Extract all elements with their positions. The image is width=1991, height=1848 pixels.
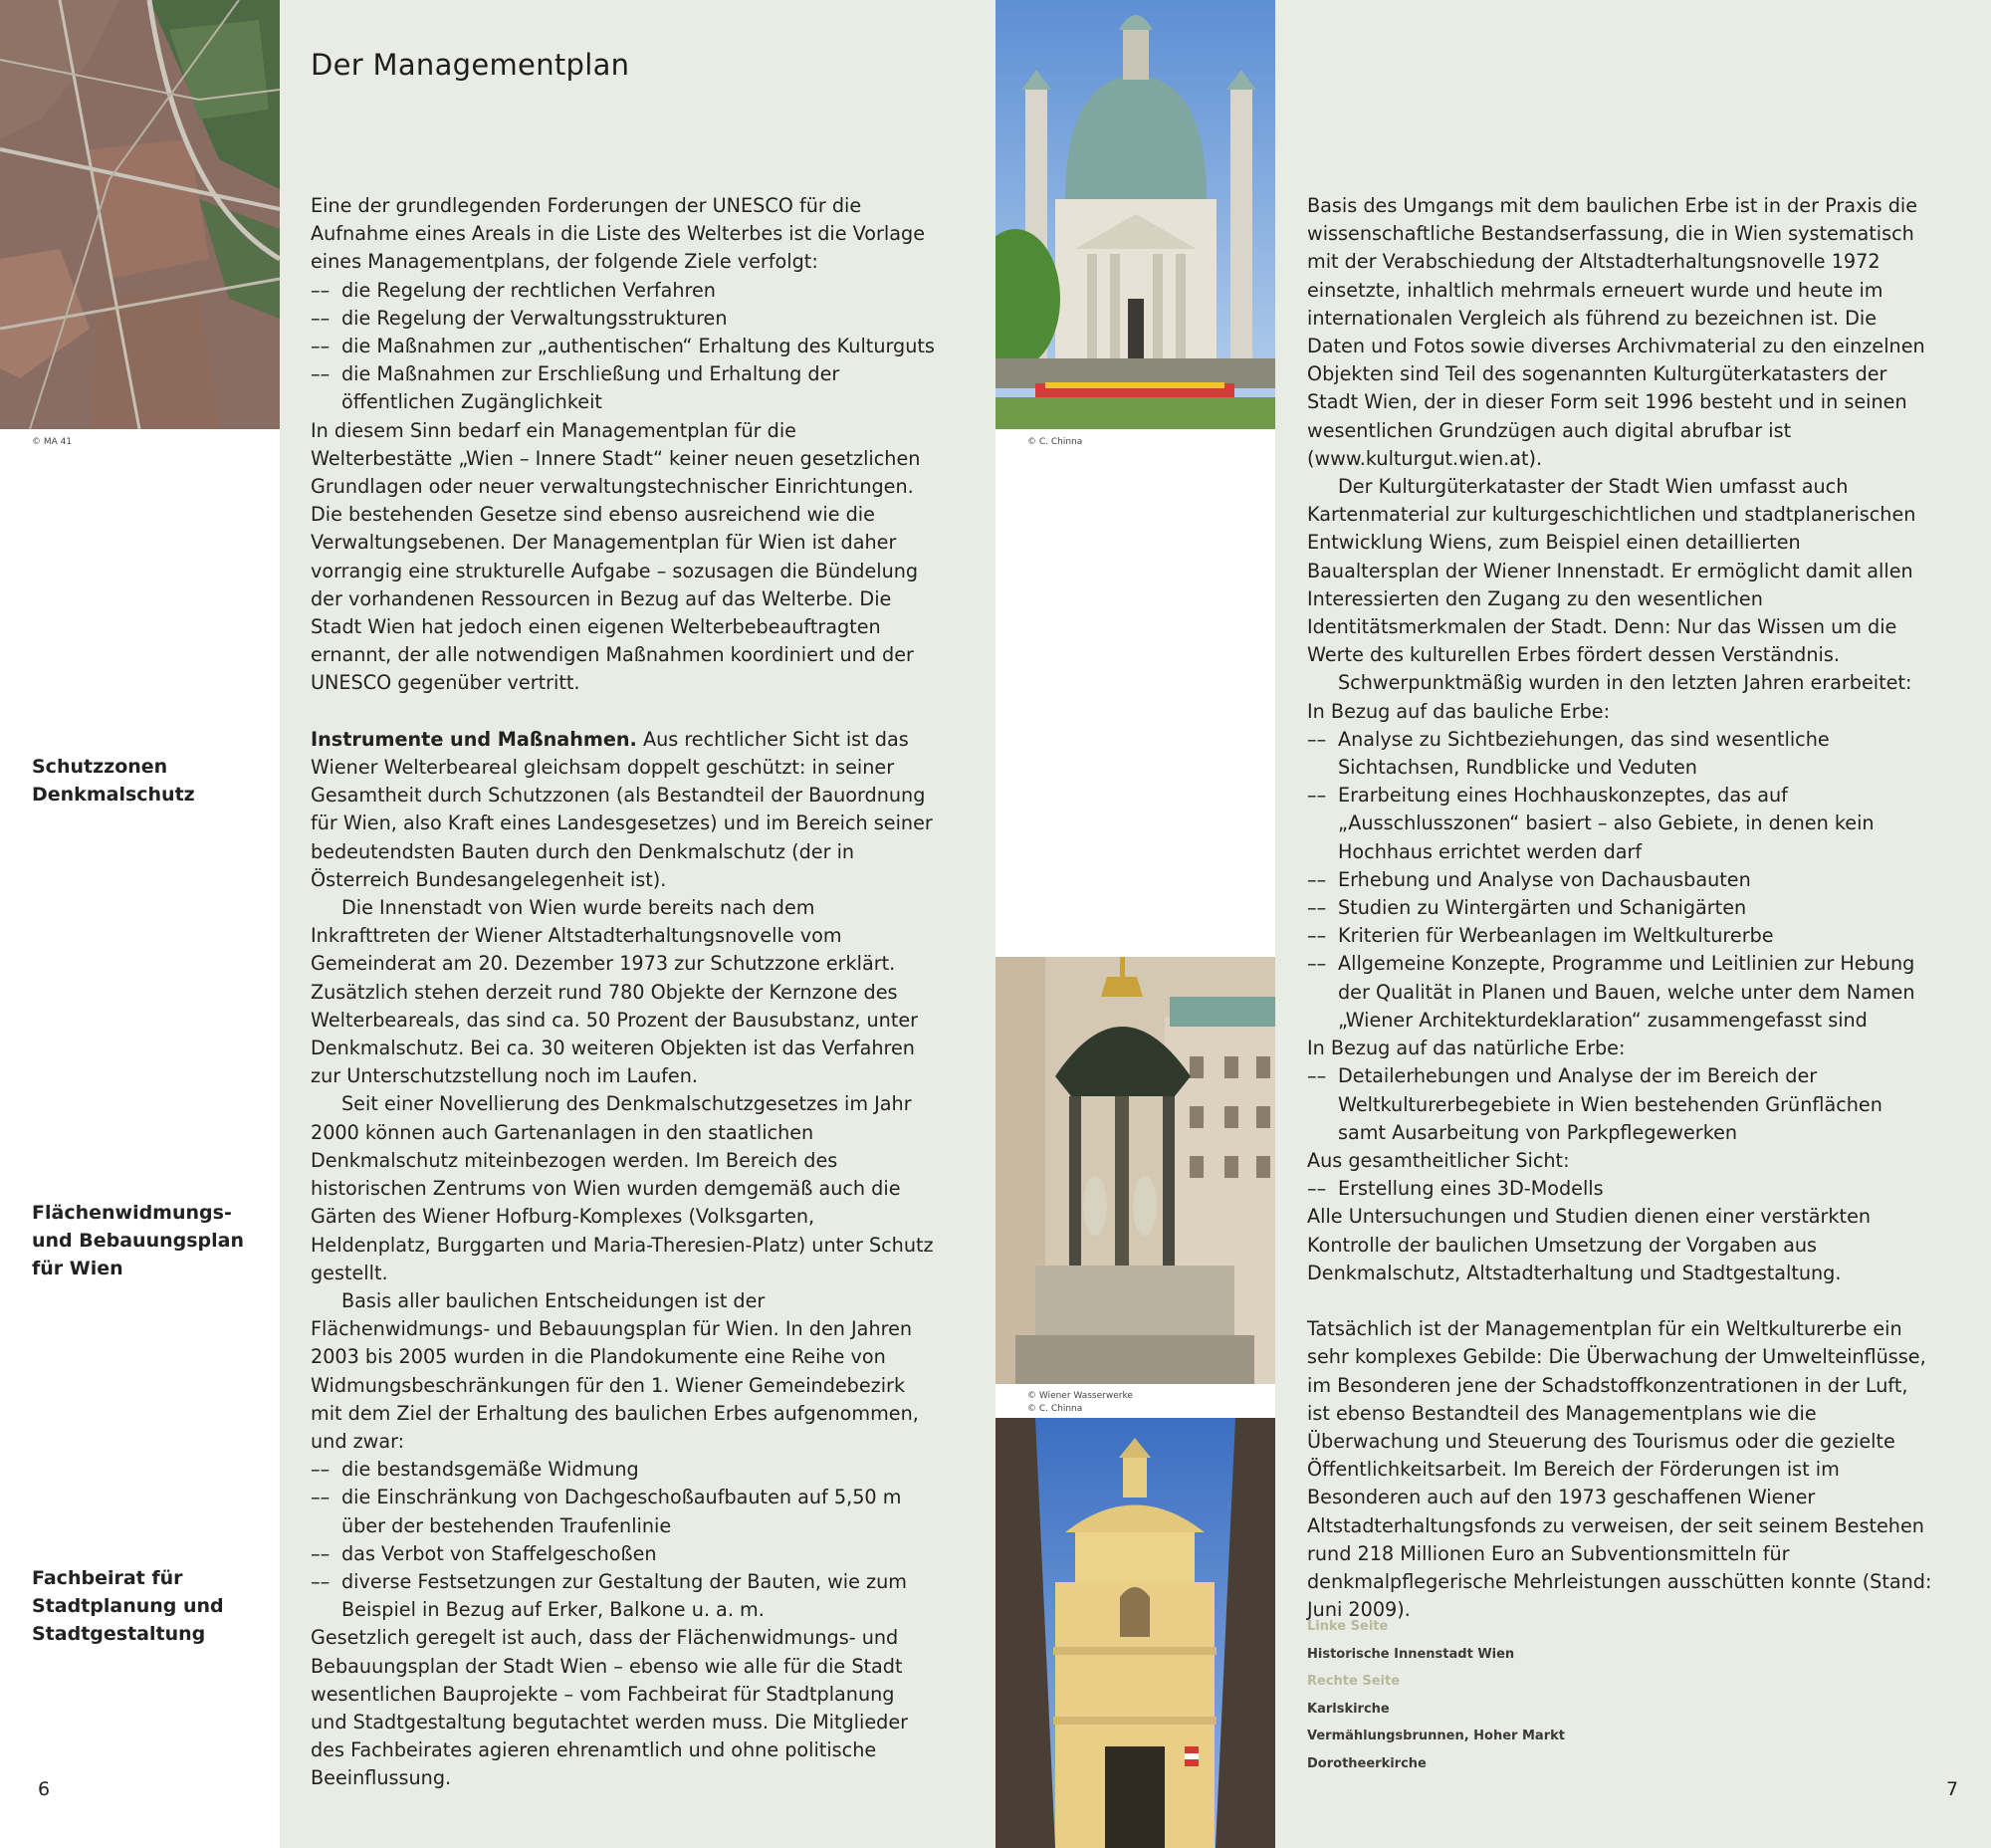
- side-label-schutzzonen: Schutzzonen Denkmalschutz: [32, 756, 195, 806]
- paragraph-untersuchungen: Alle Untersuchungen und Studien dienen einer verstärkten Kontrolle der baulichen Umsetzung der Vorgaben aus Denkmalschutz, Altstadterhaltung und Stadtgestaltung.: [1307, 1205, 1872, 1284]
- goal-item: –– die Maßnahmen zur „authentischen“ Erhaltung des Kulturguts: [311, 333, 936, 360]
- photo-karlskirche: [996, 0, 1275, 429]
- page-number-left: 6: [38, 1778, 51, 1800]
- paragraph-novellierung: Seit einer Novellierung des Denkmalschutzgesetzes im Jahr 2000 können auch Gartenanlagen in den staatlichen Denkmalschutz miteinbezogen werden. Im Bereich des historischen Zentrums von Wien wurden demgemäß auch die Gärten des Wiener Hofburg-Komplexes (Volksgarten, Heldenplatz, Burggarten und Maria-Theresien-Platz) unter Schutz gestellt.: [311, 1092, 934, 1284]
- caption-linke-seite: Linke Seite: [1307, 1619, 1389, 1634]
- credit-brunnen-1: © Wiener Wasserwerke: [1027, 1391, 1133, 1401]
- goal-item: –– die Regelung der rechtlichen Verfahren: [311, 277, 936, 305]
- restriction-item: –– die bestandsgemäße Widmung: [311, 1456, 936, 1484]
- caption-historische-innenstadt: Historische Innenstadt Wien: [1307, 1646, 1515, 1662]
- page-title: Der Managementplan: [311, 48, 630, 82]
- paragraph-instrumente: [311, 726, 936, 894]
- instrumente-text: Aus rechtlicher Sicht ist das Wiener Welterbeareal gleichsam doppelt geschützt: in seiner Gesamtheit durch Schutzzonen (als Bestandteil der Bauordnung für Wien, also Kraft eines Landesgesetzes) und im Bereich seiner bedeutendsten Bauten durch den Denkmalschutz (der in Österreich Bundesangelegenheit ist).: [311, 727, 933, 891]
- credit-aerial: © MA 41: [32, 437, 73, 447]
- left-text-column: [311, 192, 936, 1793]
- image-captions: [1307, 1613, 1565, 1777]
- paragraph-basis-umgang: Basis des Umgangs mit dem baulichen Erbe ist in der Praxis die wissenschaftliche Bestandserfassung, die in Wien systematisch mit der Verabschiedung der Altstadterhaltungsnovelle 1972 einsetzte, inhaltlich mehrmals erneuert wurde und heute im internationalen Vergleich als führend zu bezeichnen ist. Die Daten und Fotos sowie diverses Archivmaterial zu den einzelnen Objekten sind Teil des sogenannten Kulturgüterkatasters der Stadt Wien, der in dieser Form seit 1996 besteht und in seinen wesentlichen Grundzügen auch digital abrufbar ist (www.kulturgut.wien.at).: [1307, 194, 1925, 470]
- side-label-flaechenwidmung: Flächenwidmungs- und Bebauungsplan für Wien: [32, 1202, 245, 1279]
- bauliches-item: –– Erhebung und Analyse von Dachausbauten: [1307, 866, 1934, 894]
- restriction-item: –– diverse Festsetzungen zur Gestaltung der Bauten, wie zum Beispiel in Bezug auf Erker, Balkone u. a. m.: [311, 1568, 936, 1624]
- page-number-right: 7: [1946, 1778, 1959, 1800]
- paragraph-tatsaechlich: Tatsächlich ist der Managementplan für ein Weltkulturerbe ein sehr komplexes Gebilde: Die Überwachung der Umwelteinflüsse, im Besonderen jene der Schadstoffkonzentrationen in der Luft, ist ebenso Bestandteil des Managementplans wie die Überwachung und Steuerung des Tourismus oder die gezielte Öffentlichkeitsarbeit. Im Bereich der Förderungen ist im Besonderen auch auf den 1973 geschaffenen Wiener Altstadterhaltungsfonds zu verweisen, der seit seinem Bestehen rund 218 Millionen Euro an Subventionsmitteln für denkmalpflegerische Mehrleistungen ausschütten konnte (Stand: Juni 2009).: [1307, 1317, 1932, 1622]
- goal-item: –– die Regelung der Verwaltungsstrukturen: [311, 305, 936, 333]
- paragraph-gesetzlich: Gesetzlich geregelt ist auch, dass der Flächenwidmungs- und Bebauungsplan der Stadt Wien – ebenso wie alle für die Stadt wesentlichen Bauprojekte – vom Fachbeirat für Stadtplanung und Stadtgestaltung begutachtet werden muss. Die Mitglieder des Fachbeirates agieren ehrenamtlich und ohne politische Beeinflussung.: [311, 1626, 909, 1790]
- paragraph-basis-widmung: Basis aller baulichen Entscheidungen ist der Flächenwidmungs- und Bebauungsplan für Wien. In den Jahren 2003 bis 2005 wurden in die Plandokumente eine Reihe von Widmungsbeschränkungen für den 1. Wiener Gemeindebezirk mit dem Ziel der Erhaltung des baulichen Erbes aufgenommen, und zwar:: [311, 1288, 919, 1453]
- caption-dorotheerkirche: Dorotheerkirche: [1307, 1755, 1427, 1771]
- gesamtheitlich-item: –– Erstellung eines 3D-Modells: [1307, 1175, 1934, 1203]
- credit-karlskirche: © C. Chinna: [1027, 437, 1083, 447]
- intro-paragraph: Eine der grundlegenden Forderungen der UNESCO für die Aufnahme eines Areals in die Liste des Welterbes ist die Vorlage eines Managementplans, der folgende Ziele verfolgt:: [311, 194, 926, 274]
- bauliches-item: –– Studien zu Wintergärten und Schanigärten: [1307, 894, 1934, 922]
- side-label-fachbeirat: Fachbeirat für Stadtplanung und Stadtgestaltung: [32, 1567, 224, 1645]
- bauliches-item: –– Allgemeine Konzepte, Programme und Leitlinien zur Hebung der Qualität in Planen und Bauen, welche unter dem Namen „Wiener Architekturdeklaration“ zusammengefasst sind: [1307, 950, 1934, 1035]
- caption-vermaehlungsbrunnen: Vermählungsbrunnen, Hoher Markt: [1307, 1729, 1565, 1743]
- heading-gesamtheitlich: Aus gesamtheitlicher Sicht:: [1307, 1148, 1570, 1172]
- paragraph-sinn: In diesem Sinn bedarf ein Managementplan für die Welterbestätte „Wien – Innere Stadt“ keiner neuen gesetzlichen Grundlagen oder neuer verwaltungstechnischer Einrichtungen. Die bestehenden Gesetze sind ebenso ausreichend wie die Verwaltungsebenen. Der Managementplan für Wien ist daher vorrangig eine strukturelle Aufgabe – sozusagen die Bündelung der vorhandenen Ressourcen in Bezug auf das Welterbe. Die Stadt Wien hat jedoch einen eigenen Welterbebeauftragten ernannt, der alle notwendigen Maßnahmen koordiniert und der UNESCO gegenüber vertritt.: [311, 418, 921, 695]
- bauliches-item: –– Erarbeitung eines Hochhauskonzeptes, das auf „Ausschlusszonen“ basiert – also Gebiete, in denen kein Hochhaus errichtet werden darf: [1307, 782, 1934, 866]
- restriction-item: –– die Einschränkung von Dachgeschoßaufbauten auf 5,50 m über der bestehenden Traufenlinie: [311, 1484, 936, 1539]
- natuerliches-item: –– Detailerhebungen und Analyse der im Bereich der Weltkulturerbegebiete in Wien bestehenden Grünflächen samt Ausarbeitung von Parkpflegewerken: [1307, 1062, 1934, 1147]
- bauliches-item: –– Kriterien für Werbeanlagen im Weltkulturerbe: [1307, 922, 1934, 950]
- bauliches-item: –– Analyse zu Sichtbeziehungen, das sind wesentliche Sichtachsen, Rundblicke und Veduten: [1307, 726, 1934, 782]
- paragraph-innenstadt: Die Innenstadt von Wien wurde bereits nach dem Inkrafttreten der Wiener Altstadterhaltungsnovelle vom Gemeinderat am 20. Dezember 1973 zur Schutzzone erklärt. Zusätzlich stehen derzeit rund 780 Objekte der Kernzone des Welterbeareals, das sind ca. 50 Prozent der Bausubstanz, unter Denkmalschutz. Bei ca. 30 weiteren Objekten ist das Verfahren zur Unterschutzstellung noch im Laufen.: [311, 896, 919, 1088]
- aerial-photo-innenstadt: [0, 0, 280, 429]
- credit-brunnen-2: © C. Chinna: [1027, 1404, 1083, 1414]
- instrumente-heading: Instrumente und Maßnahmen.: [311, 727, 637, 751]
- right-text-column: [1307, 192, 1934, 1624]
- heading-natuerliches-erbe: In Bezug auf das natürliche Erbe:: [1307, 1037, 1626, 1060]
- restriction-item: –– das Verbot von Staffelgeschoßen: [311, 1540, 936, 1568]
- goal-item: –– die Maßnahmen zur Erschließung und Erhaltung der öffentlichen Zugänglichkeit: [311, 360, 936, 416]
- paragraph-schwerpunkt: Schwerpunktmäßig wurden in den letzten Jahren erarbeitet:: [1338, 671, 1912, 695]
- paragraph-kataster: Der Kulturgüterkataster der Stadt Wien umfasst auch Kartenmaterial zur kulturgeschichtlichen und stadtplanerischen Entwicklung Wiens, zum Beispiel einen detaillierten Baualtersplan der Wiener Innenstadt. Er ermöglicht damit allen Interessierten den Zugang zu den wesentlichen Identitätsmerkmalen der Stadt. Denn: Nur das Wissen um die Werte des kulturellen Erbes fördert dessen Verständnis.: [1307, 475, 1916, 667]
- heading-bauliches-erbe: In Bezug auf das bauliche Erbe:: [1307, 699, 1611, 723]
- caption-rechte-seite: Rechte Seite: [1307, 1674, 1401, 1689]
- photo-dorotheerkirche: [996, 1418, 1275, 1848]
- caption-karlskirche: Karlskirche: [1307, 1701, 1390, 1717]
- photo-vermaehlungsbrunnen: [996, 957, 1275, 1384]
